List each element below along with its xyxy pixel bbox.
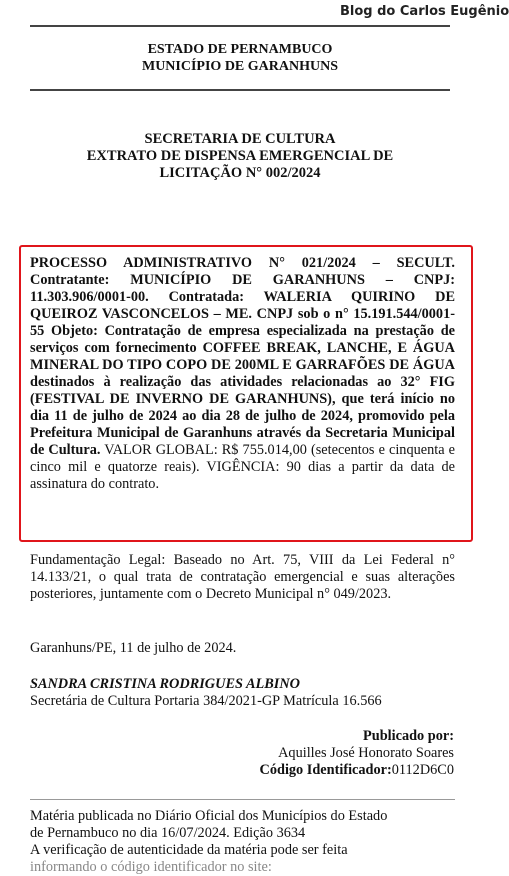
document-title [30,131,450,182]
identifier-code [260,762,454,779]
place-and-date: Garanhuns/PE, 11 de julho de 2024. [30,640,237,656]
signer-role: Secretária de Cultura Portaria 384/2021-GP Matrícula 16.566 [30,693,382,709]
title-number: LICITAÇÃO N° 002/2024 [159,165,321,181]
signer-name: SANDRA CRISTINA RODRIGUES ALBINO [30,676,301,692]
footer-line-3: A verificação de autenticidade da matéria pode ser feita [30,842,348,858]
identifier-value: 0112D6C0 [391,762,454,778]
footer-line-4: informando o código identificador no site: [30,859,272,875]
identifier-label: Código Identificador: [259,762,392,778]
footer-line-1: Matéria publicada no Diário Oficial dos Municípios do Estado [30,808,388,824]
publication-info [260,728,454,779]
municipality-name: MUNICÍPIO DE GARANHUNS [141,59,338,74]
state-name: ESTADO DE PERNAMBUCO [147,42,333,57]
extract-regular-text: VALOR GLOBAL: R$ 755.014,00 (setecentos e cinquenta e cinco mil e quatorze reais). VIGÊNCIA: 90 dias a partir da data de assinatura do contrato. [30,442,456,492]
footer-line-2: de Pernambuco no dia 16/07/2024. Edição 3634 [30,825,306,841]
extract-body [30,255,455,493]
title-department: SECRETARIA DE CULTURA [144,131,336,147]
title-extract: EXTRATO DE DISPENSA EMERGENCIAL DE [86,148,394,164]
blog-watermark: Blog do Carlos Eugênio [340,4,509,19]
footer-note [30,808,455,876]
document-header [30,25,450,91]
publisher-name: Aquilles José Honorato Soares [278,745,454,761]
published-by-heading: Publicado por: [363,728,454,744]
footer-divider [30,799,455,800]
extract-bold-text: PROCESSO ADMINISTRATIVO N° 021/2024 – SECULT. Contratante: MUNICÍPIO DE GARANHUNS – CNPJ: 11.303.906/0001-00. Contratada: WALERIA QUIRINO DE QUEIROZ VASCONCELOS – ME. CNPJ sob o n° 15.191.544/0001-55 Objeto: Contratação de empresa especializada na prestação de serviços com fornecimento COFFEE BREAK, LANCHE, E ÁGUA MINERAL DO TIPO COPO DE 200ML E GARRAFÕES DE ÁGUA destinados à realização das atividades relacionadas ao 32° FIG (FESTIVAL DE INVERNO DE GARANHUNS), que terá início no dia 11 de julho de 2024 ao dia 28 de julho de 2024, promovido pela Prefeitura Municipal de Garanhuns através da Secretaria Municipal de Cultura. [30,255,455,458]
legal-basis: Fundamentação Legal: Baseado no Art. 75, VIII da Lei Federal n° 14.133/21, o qual trata de contratação emergencial e suas alterações posteriores, juntamente com o Decreto Municipal n° 049/2023. [30,552,455,602]
